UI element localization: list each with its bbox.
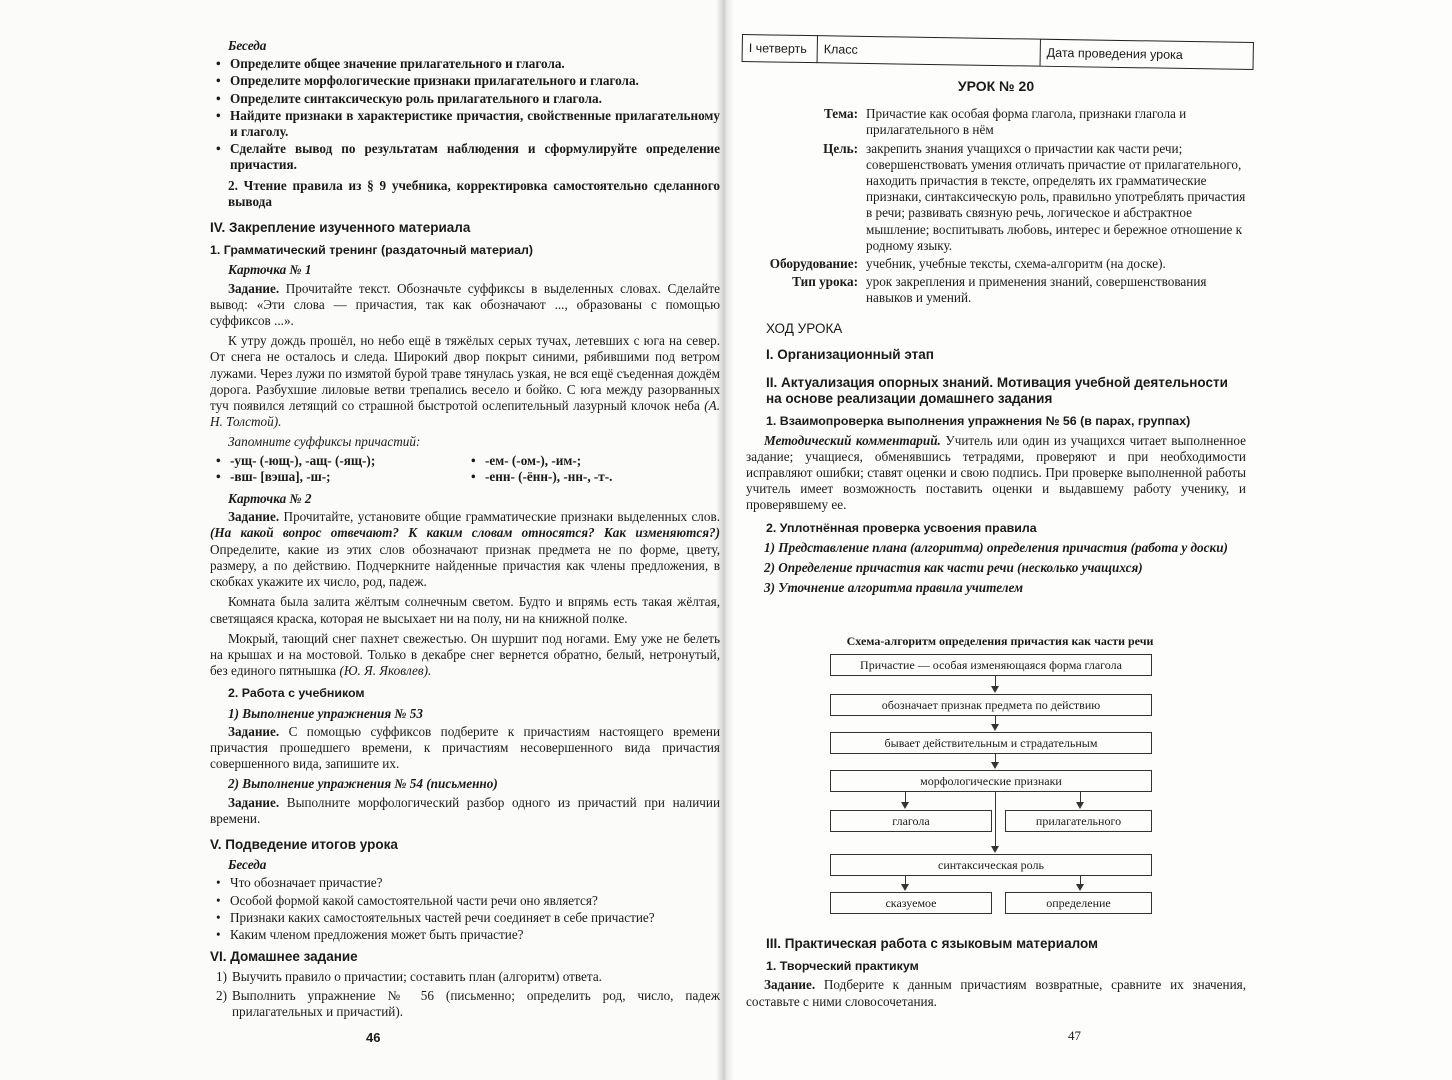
stage-1-heading: I. Организационный этап	[766, 346, 934, 362]
suffix-list	[210, 453, 720, 485]
section-4-1-heading: 1. Грамматический тренинг (раздаточный материал)	[210, 243, 534, 258]
item-number: 1)	[216, 969, 227, 985]
scheme-title: Схема-алгоритм определения причастия как части речи	[846, 634, 1154, 648]
item-text: Выполнить упражнение № 56 (письменно; определить род, число, падеж прилагательных и причастий).	[232, 987, 720, 1019]
card-2-text-1: Комната была залита жёлтым солнечным светом. Будто и впрямь есть такая жёлтая, светящаяся краска, которая не высыхает ни на полу, ни на книжной полке.	[210, 594, 720, 626]
left-page-content	[210, 38, 720, 1022]
stage-2-1-heading: 1. Взаимопроверка выполнения упражнения № 56 (в парах, группах)	[766, 414, 1191, 429]
scheme-box-syntax: синтаксическая роль	[830, 854, 1152, 876]
card-1-heading: Карточка № 1	[228, 262, 312, 278]
text-body: К утру дождь прошёл, но небо ещё в тяжёлых серых тучах, летевших с юга на север. От снега не осталось и следа. Широкий двор покрыт синими, рябившими под ветром лужами. Через лужи по измятой бурой траве тянулась узкая, не вся ещё съеденная дождём дорога. Разбухшие лиловые ветви трепались весело и бойко. С юга между разорванных туч появился летящий со страшной быстротой ослепительный лазурный клочок неба	[210, 333, 720, 414]
scheme-box-verb: глагола	[830, 810, 992, 832]
scheme-box-participle: Причастие — особая изменяющаяся форма глагола	[830, 654, 1152, 676]
method-label: Методический комментарий.	[764, 432, 941, 448]
suffix-item: • -енн- (-ённ-), -нн-, -т-.	[465, 469, 720, 485]
section-4-heading: IV. Закрепление изученного материала	[210, 220, 471, 236]
arrow-down-icon	[901, 884, 909, 891]
task-text: Прочитайте, установите общие грамматические признаки выделенных слов.	[283, 509, 720, 525]
list-item: • Признаки каких самостоятельных частей речи соединяет в себе причастие?	[210, 910, 720, 926]
card-2-heading: Карточка № 2	[228, 491, 312, 507]
beseda-heading: Беседа	[228, 38, 267, 53]
section-4-2-heading: 2. Работа с учебником	[228, 686, 365, 701]
list-item: • Сделайте вывод по результатам наблюдения и сформулируйте определение причастия.	[210, 141, 720, 173]
step-3: 3) Уточнение алгоритма правила учителем	[764, 580, 1024, 596]
step-2: 2) Определение причастия как части речи (несколько учащихся)	[764, 560, 1143, 576]
homework-list	[210, 969, 720, 1020]
def-key: Оборудование:	[769, 256, 858, 272]
list-item: • Определите синтаксическую роль прилагательного и глагола.	[210, 91, 720, 107]
card-2-text-2	[210, 631, 720, 680]
scheme-box-morph: морфологические признаки	[830, 770, 1152, 792]
lesson-title: УРОК № 20	[957, 78, 1035, 94]
item-number: 2)	[216, 987, 227, 1003]
exercise-54-task	[210, 795, 720, 827]
def-key: Тип урока:	[792, 274, 858, 290]
task-questions: (На какой вопрос отвечают? К каким словам относятся? Как изменяются?)	[210, 525, 720, 541]
arrow-down-icon	[1076, 802, 1084, 809]
card-2-task	[210, 509, 720, 590]
exercise-54-heading: 2) Выполнение упражнения № 54 (письменно)	[228, 776, 498, 792]
task-label: Задание.	[228, 509, 280, 525]
page-number-left: 46	[366, 1030, 381, 1045]
arrow-down-icon	[991, 846, 999, 853]
class-cell: Класс	[817, 35, 1040, 66]
def-key: Цель:	[823, 140, 858, 156]
stage-3-1-heading: 1. Творческий практикум	[766, 959, 919, 974]
right-page-content	[746, 78, 1246, 598]
task-label: Задание.	[228, 723, 280, 739]
suffix-item: • -вш- [вэша], -ш-;	[210, 469, 465, 485]
task-text: Подберите к данным причастиям возвратные, сравните их значения, составьте с ними словосочетания.	[746, 977, 1246, 1009]
def-row	[746, 274, 1246, 306]
suffix-column-right	[465, 453, 720, 485]
arrow-down-icon	[1076, 884, 1084, 891]
task-label: Задание.	[764, 977, 816, 993]
def-value: учебник, учебные тексты, схема-алгоритм (на доске).	[866, 256, 1166, 272]
suffix-column-left	[210, 453, 465, 485]
list-item: • Что обозначает причастие?	[210, 875, 720, 891]
date-cell: Дата проведения урока	[1040, 39, 1254, 70]
step-1: 1) Представление плана (алгоритма) определения причастия (работа у доски)	[764, 539, 1228, 555]
def-row	[746, 106, 1246, 138]
task-text: Прочитайте текст. Обозначьте суффиксы в выделенных словах. Сделайте вывод: «Эти слова — причастия, так как обозначают ..., образованы с помощью суффиксов ...».	[210, 280, 721, 329]
section-6-heading: VI. Домашнее задание	[210, 949, 358, 965]
list-item: • Особой формой какой самостоятельной части речи оно является?	[210, 893, 720, 909]
arrow-down-icon	[991, 724, 999, 731]
scheme-box-predicate: сказуемое	[830, 892, 992, 914]
scheme-connector	[995, 791, 996, 849]
text-body: Мокрый, тающий снег пахнет свежестью. Он шуршит под ногами. Ему уже не белеть на крышах и на мостовой. Только в декабре снег вернется обратно, белый, нетронутый, без единого пятнышка	[210, 630, 720, 679]
def-row	[746, 141, 1246, 254]
question-list-1	[210, 56, 720, 173]
list-item: • Каким членом предложения может быть причастие?	[210, 927, 720, 943]
author: (Ю. Я. Яковлев).	[339, 663, 432, 679]
exercise-53-heading: 1) Выполнение упражнения № 53	[228, 705, 423, 721]
list-item: • Определите общее значение прилагательного и глагола.	[210, 56, 720, 72]
beseda-heading-2: Беседа	[228, 857, 267, 873]
arrow-down-icon	[991, 762, 999, 769]
list-item: • Найдите признаки в характеристике причастия, свойственные прилагательному и глаголу.	[210, 108, 720, 140]
section-5-heading: V. Подведение итогов урока	[210, 836, 398, 852]
task-label: Задание.	[228, 794, 280, 810]
def-row	[746, 256, 1246, 272]
list-item	[210, 969, 720, 985]
arrow-down-icon	[901, 802, 909, 809]
suffix-item: • -ущ- (-ющ-), -ащ- (-ящ-);	[210, 453, 465, 469]
method-comment	[746, 433, 1246, 514]
task-text: С помощью суффиксов подберите к причастиям настоящего времени причастия прошедшего времени, к причастиям несовершенного вида причастия совершенного вида, запишите их.	[210, 723, 721, 772]
question-list-2	[210, 875, 720, 943]
item-text: Выучить правило о причастии; составить план (алгоритм) ответа.	[232, 969, 602, 985]
algorithm-scheme	[810, 634, 1190, 924]
list-item: • Определите морфологические признаки прилагательного и глагола.	[210, 73, 720, 89]
def-value: урок закрепления и применения знаний, совершенствования навыков и умений.	[866, 274, 1207, 306]
scheme-box-adjective: прилагательного	[1005, 810, 1152, 832]
arrow-down-icon	[991, 686, 999, 693]
task-label: Задание.	[228, 280, 280, 296]
def-key: Тема:	[823, 106, 858, 122]
quarter-cell: I четверть	[742, 34, 817, 63]
rule-reading-heading: 2. Чтение правила из § 9 учебника, корректировка самостоятельно сделанного вывода	[228, 177, 720, 209]
card-1-text	[210, 333, 720, 430]
scheme-box-meaning: обозначает признак предмета по действию	[830, 694, 1152, 716]
stage-3-task	[746, 977, 1246, 1009]
stage-3-heading: III. Практическая работа с языковым материалом	[766, 936, 1099, 951]
right-page-bottom	[746, 936, 1246, 1014]
list-item	[210, 988, 720, 1020]
method-text: Учитель или один из учащихся читает выполненное задание; учащиеся, обменявшись тетрадями, проверяют и при необходимости исправляют ошибки; ставят оценки и свою подпись. При проверке выполненной работы учитель имеет возможность поставить оценки и выдавшему работу ученику, и проверявшему ее.	[746, 432, 1246, 513]
def-value: Причастие как особая форма глагола, признаки глагола и прилагательного в нём	[866, 106, 1187, 138]
stage-2-2-heading: 2. Уплотнённая проверка усвоения правила	[766, 520, 1037, 535]
def-value: закрепить знания учащихся о причастии как части речи; совершенствовать умения отличать причастие от прилагательного, находить причастия в тексте, определять их грамматические признаки, синтаксическую роль, правильно употреблять причастия в речи; развивать связную речь, логическое и абстрактное мышление; воспитывать любовь, интерес и бережное отношение к родному языку.	[866, 140, 1246, 253]
remember-suffixes: Запомните суффиксы причастий:	[228, 434, 421, 450]
task-text: Определите, какие из этих слов обозначают признак предмета не по форме, цвету, размеру, а по действию. Подчеркните найденные причастия как члены предложения, в скобках укажите их число, род, падеж.	[210, 541, 720, 590]
scheme-box-voice: бывает действительным и страдательным	[830, 732, 1152, 754]
suffix-item: • -ем- (-ом-), -им-;	[465, 453, 720, 469]
page-number-right: 47	[1068, 1028, 1081, 1043]
exercise-53-task	[210, 724, 720, 773]
stage-2-heading: II. Актуализация опорных знаний. Мотивация учебной деятельности на основе реализации домашнего задания	[766, 375, 1228, 407]
course-heading: ХОД УРОКА	[766, 320, 843, 336]
card-1-task	[210, 281, 720, 330]
author: (А. Н. Толстой).	[210, 398, 720, 430]
scheme-box-attribute: определение	[1005, 892, 1152, 914]
task-text: Выполните морфологический разбор одного из причастий при наличии времени.	[210, 794, 721, 826]
